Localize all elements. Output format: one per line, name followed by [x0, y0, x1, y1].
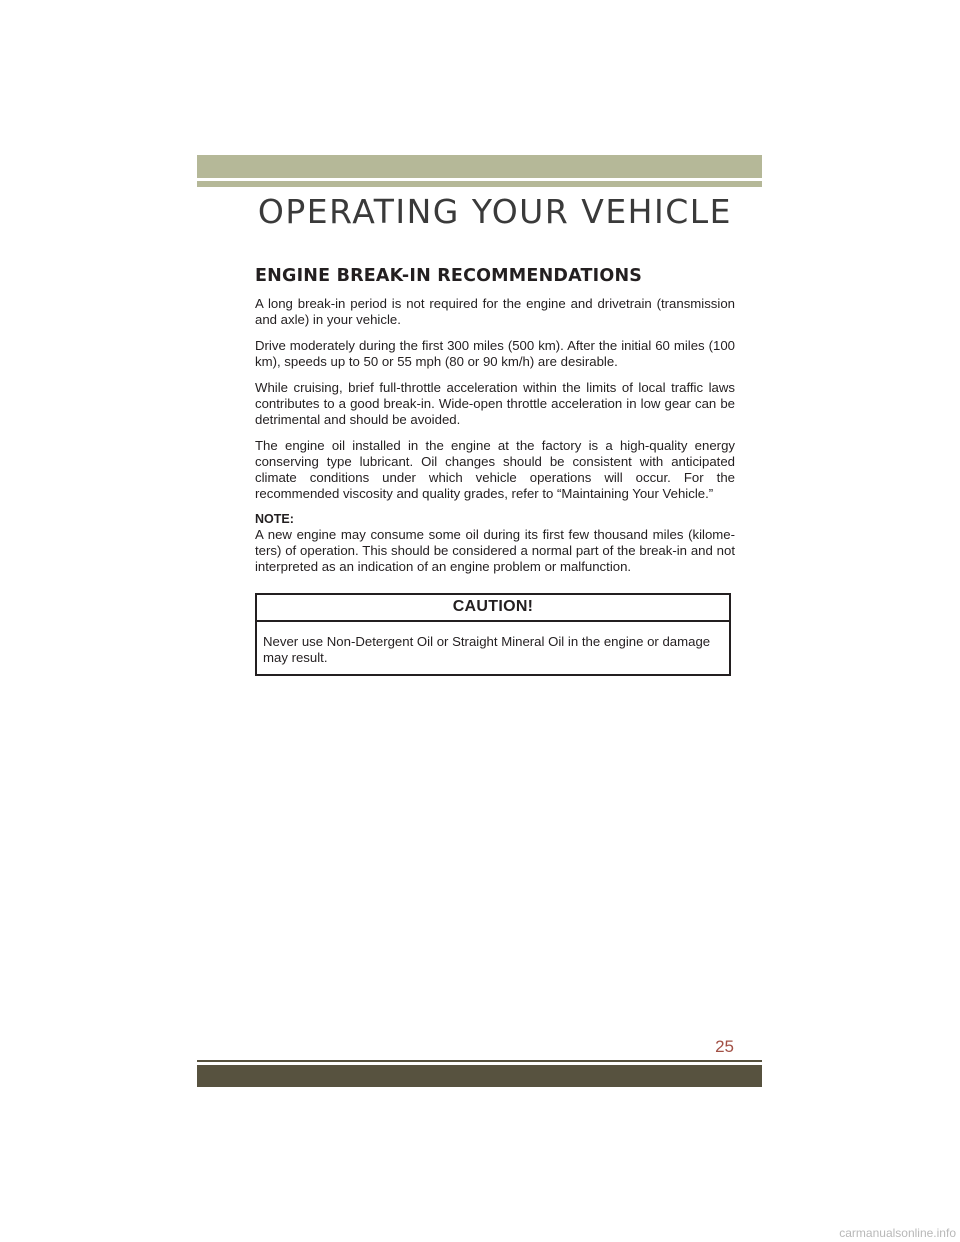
- paragraph-break-in-period: A long break-in period is not required for the engine and drivetrain (transmission and axle) in your vehicle.: [255, 296, 735, 327]
- caution-text: Never use Non-Detergent Oil or Straight Mineral Oil in the engine or damage may result.: [263, 634, 711, 665]
- page-content: [255, 266, 735, 676]
- page-number: 25: [715, 1037, 734, 1056]
- paragraph-cruising: While cruising, brief full-throttle acceleration within the limits of local traffic laws contributes to a good break-in. Wide-open throttle acceleration in low gear can be detrimental and should be avoided.: [255, 380, 735, 427]
- note-label: NOTE:: [255, 512, 294, 526]
- caution-title: CAUTION!: [257, 595, 729, 622]
- watermark: carmanualsonline.info: [839, 1226, 956, 1240]
- footer-bar: [197, 1065, 762, 1087]
- section-title: OPERATING YOUR VEHICLE: [257, 192, 732, 231]
- header-accent-rule: [197, 181, 762, 187]
- header-accent-bar: [197, 155, 762, 178]
- note-text: A new engine may consume some oil during its first few thousand miles (kilome-ters) of operation. This should be considered a normal part of the break-in and not interpreted as an indication of an engine problem or malfunction.: [255, 527, 735, 574]
- page-heading: ENGINE BREAK-IN RECOMMENDATIONS: [255, 266, 643, 286]
- paragraph-engine-oil: The engine oil installed in the engine at the factory is a high-quality energy conserving type lubricant. Oil changes should be consistent with anticipated climate conditions under which vehicle operations will occur. For the recommended viscosity and quality grades, refer to “Maintaining Your Vehicle.”: [255, 438, 735, 501]
- paragraph-drive-moderately: Drive moderately during the first 300 miles (500 km). After the initial 60 miles (100 km), speeds up to 50 or 55 mph (80 or 90 km/h) are desirable.: [255, 338, 735, 369]
- caution-box: [255, 593, 731, 676]
- footer-rule: [197, 1060, 762, 1062]
